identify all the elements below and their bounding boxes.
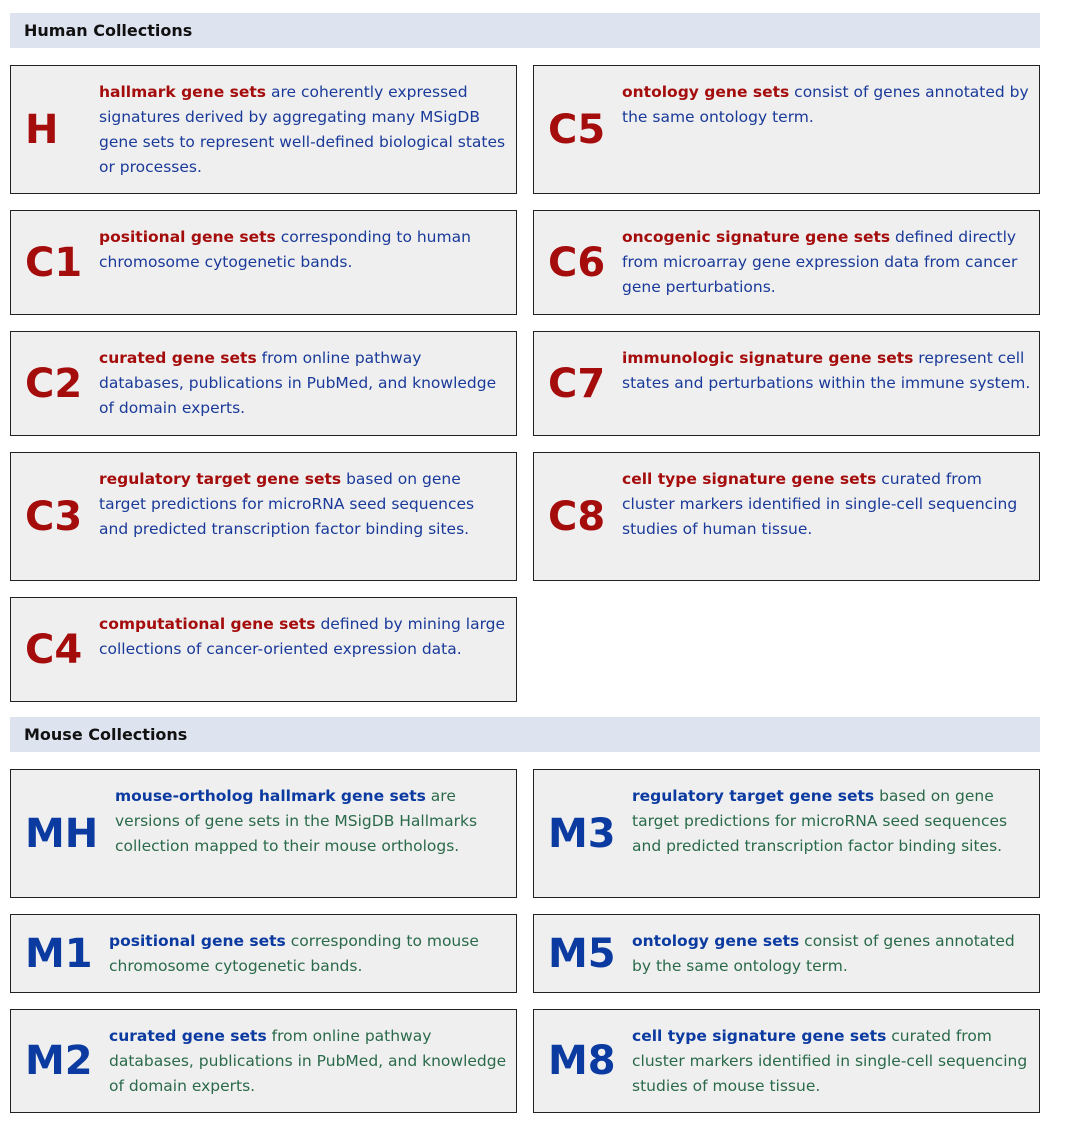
collection-term-link[interactable]: regulatory target gene sets <box>632 787 875 805</box>
collection-code: H <box>25 106 59 153</box>
collection-text: consist of genes annotated by the same ontology term. <box>622 83 1029 126</box>
collection-description <box>99 612 508 662</box>
collection-code: C2 <box>25 360 83 407</box>
collection-code: M2 <box>25 1038 93 1084</box>
collection-code: M1 <box>25 930 93 977</box>
collection-description <box>109 1024 508 1099</box>
collection-description <box>632 784 1031 859</box>
collection-text: corresponding to human chromosome cytogenetic bands. <box>99 228 471 271</box>
collection-card-c3[interactable] <box>10 452 517 581</box>
collection-code: C8 <box>548 493 606 540</box>
collection-term-link[interactable]: regulatory target gene sets <box>99 470 342 488</box>
collection-description <box>622 225 1031 300</box>
collection-text: from online pathway databases, publications in PubMed, and knowledge of domain experts. <box>99 349 497 417</box>
collection-description <box>622 346 1031 396</box>
collection-term-link[interactable]: positional gene sets <box>109 932 286 950</box>
collection-term-link[interactable]: hallmark gene sets <box>99 83 267 101</box>
collection-term-link[interactable]: mouse-ortholog hallmark gene sets <box>115 787 426 805</box>
collection-text: defined directly from microarray gene expression data from cancer gene perturbations. <box>622 228 1018 296</box>
collection-card-c4[interactable] <box>10 597 517 702</box>
collection-card-c5[interactable] <box>533 65 1040 194</box>
collection-code: C5 <box>548 106 606 153</box>
collection-description <box>632 929 1031 979</box>
collection-code: M3 <box>548 810 616 857</box>
collection-term-link[interactable]: curated gene sets <box>99 349 257 367</box>
collection-card-c2[interactable] <box>10 331 517 436</box>
collection-card-m3[interactable] <box>533 769 1040 898</box>
collection-card-m5[interactable] <box>533 914 1040 993</box>
collection-card-c7[interactable] <box>533 331 1040 436</box>
collection-card-h[interactable] <box>10 65 517 194</box>
collection-description <box>99 346 508 421</box>
collection-code: M8 <box>548 1038 616 1084</box>
collection-text: defined by mining large collections of cancer-oriented expression data. <box>99 615 506 658</box>
collection-description <box>115 784 508 859</box>
collection-card-mh[interactable] <box>10 769 517 898</box>
collection-text: corresponding to mouse chromosome cytogenetic bands. <box>109 932 479 975</box>
collection-description <box>632 1024 1031 1099</box>
mouse-collections-header: Mouse Collections <box>10 717 1040 752</box>
collection-card-m1[interactable] <box>10 914 517 993</box>
collection-term-link[interactable]: cell type signature gene sets <box>632 1027 887 1045</box>
collection-code: C7 <box>548 360 606 407</box>
collection-code: C4 <box>25 626 83 673</box>
collection-code: C1 <box>25 239 83 286</box>
collection-text: consist of genes annotated by the same ontology term. <box>632 932 1015 975</box>
collection-term-link[interactable]: ontology gene sets <box>632 932 800 950</box>
collection-term-link[interactable]: positional gene sets <box>99 228 276 246</box>
collection-text: from online pathway databases, publications in PubMed, and knowledge of domain experts. <box>109 1027 507 1095</box>
collection-term-link[interactable]: cell type signature gene sets <box>622 470 877 488</box>
collection-text: based on gene target predictions for microRNA seed sequences and predicted transcription factor binding sites. <box>632 787 1008 855</box>
collection-code: C3 <box>25 493 83 540</box>
collection-description <box>99 225 508 275</box>
collection-card-c1[interactable] <box>10 210 517 315</box>
collection-code: MH <box>25 810 99 857</box>
collection-code: M5 <box>548 930 616 977</box>
collection-description <box>99 80 508 180</box>
collection-term-link[interactable]: immunologic signature gene sets <box>622 349 914 367</box>
collection-description <box>109 929 508 979</box>
collection-code: C6 <box>548 239 606 286</box>
collection-card-c6[interactable] <box>533 210 1040 315</box>
collection-text: based on gene target predictions for microRNA seed sequences and predicted transcription factor binding sites. <box>99 470 475 538</box>
collection-term-link[interactable]: computational gene sets <box>99 615 316 633</box>
collection-term-link[interactable]: curated gene sets <box>109 1027 267 1045</box>
collection-text: are versions of gene sets in the MSigDB Hallmarks collection mapped to their mouse orthologs. <box>115 787 478 855</box>
collection-card-c8[interactable] <box>533 452 1040 581</box>
collection-description <box>622 80 1031 130</box>
collection-term-link[interactable]: ontology gene sets <box>622 83 790 101</box>
collection-card-m2[interactable] <box>10 1009 517 1113</box>
collection-text: curated from cluster markers identified in single-cell sequencing studies of human tissue. <box>622 470 1018 538</box>
collection-card-m8[interactable] <box>533 1009 1040 1113</box>
human-collections-header: Human Collections <box>10 13 1040 48</box>
collection-term-link[interactable]: oncogenic signature gene sets <box>622 228 891 246</box>
collection-description <box>99 467 508 542</box>
collection-text: are coherently expressed signatures derived by aggregating many MSigDB gene sets to represent well-defined biological states or processes. <box>99 83 506 176</box>
collection-description <box>622 467 1031 542</box>
collection-text: represent cell states and perturbations within the immune system. <box>622 349 1031 392</box>
collection-text: curated from cluster markers identified in single-cell sequencing studies of mouse tissue. <box>632 1027 1028 1095</box>
